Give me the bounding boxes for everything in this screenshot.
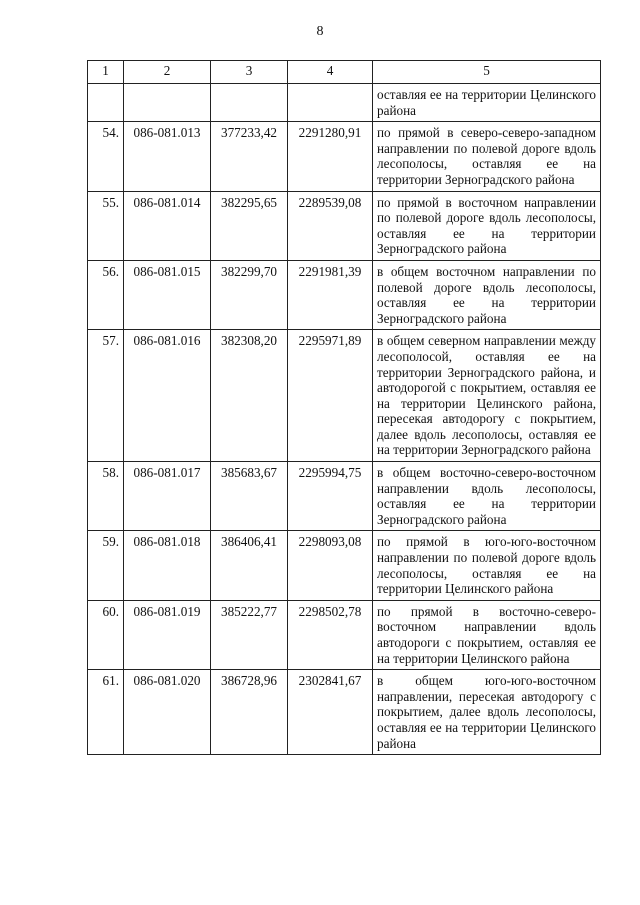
cell-code	[124, 84, 211, 122]
cell-x: 386406,41	[211, 531, 288, 600]
cell-y: 2298502,78	[288, 600, 373, 669]
cell-y: 2298093,08	[288, 531, 373, 600]
cell-x	[211, 84, 288, 122]
table-row	[88, 600, 601, 669]
cell-description: оставляя ее на территории Целинского района	[373, 84, 601, 122]
cell-description: по прямой в восточном направлении по полевой дороге вдоль лесополосы, оставляя ее на территории Зерноградского района	[373, 191, 601, 260]
cell-x: 385683,67	[211, 462, 288, 531]
cell-description: по прямой в восточно-северо-восточном направлении вдоль автодороги с покрытием, оставляя ее на территории Целинского района	[373, 600, 601, 669]
cell-num: 55.	[88, 191, 124, 260]
page-number: 8	[316, 24, 324, 39]
continuation-row	[88, 84, 601, 122]
table-row	[88, 531, 601, 600]
cell-num: 58.	[88, 462, 124, 531]
cell-description: по прямой в северо-северо-западном направлении по полевой дороге вдоль лесополосы, оставляя ее на территории Зерноградского района	[373, 122, 601, 191]
header-col-4: 4	[288, 61, 373, 84]
cell-code: 086-081.017	[124, 462, 211, 531]
cell-description: в общем северном направлении между лесополосой, оставляя ее на территории Зерноградского района, и автодорогой с покрытием, оставляя ее на территории Целинского района, пересекая автодорогу с покрытием, далее вдоль лесополосы, оставляя ее на территории Зерноградского района	[373, 330, 601, 462]
cell-code: 086-081.018	[124, 531, 211, 600]
table-header	[88, 61, 601, 84]
cell-x: 385222,77	[211, 600, 288, 669]
header-row	[88, 61, 601, 84]
cell-num: 61.	[88, 670, 124, 755]
cell-x: 386728,96	[211, 670, 288, 755]
table-row	[88, 330, 601, 462]
cell-description: по прямой в юго-юго-восточном направлении по полевой дороге вдоль лесополосы, оставляя ее на территории Целинского района	[373, 531, 601, 600]
cell-y: 2302841,67	[288, 670, 373, 755]
cell-y: 2291280,91	[288, 122, 373, 191]
table-row	[88, 462, 601, 531]
cell-description: в общем восточном направлении по полевой дороге вдоль лесополосы, оставляя ее на территории Зерноградского района	[373, 260, 601, 329]
cell-code: 086-081.013	[124, 122, 211, 191]
cell-code: 086-081.014	[124, 191, 211, 260]
table-body	[88, 84, 601, 755]
header-col-1: 1	[88, 61, 124, 84]
cell-num: 57.	[88, 330, 124, 462]
header-col-3: 3	[211, 61, 288, 84]
cell-x: 382295,65	[211, 191, 288, 260]
cell-y: 2295971,89	[288, 330, 373, 462]
table-row	[88, 191, 601, 260]
cell-x: 382299,70	[211, 260, 288, 329]
header-col-5: 5	[373, 61, 601, 84]
table-row	[88, 670, 601, 755]
cell-num: 56.	[88, 260, 124, 329]
cell-y: 2295994,75	[288, 462, 373, 531]
header-col-2: 2	[124, 61, 211, 84]
cell-num: 60.	[88, 600, 124, 669]
cell-code: 086-081.016	[124, 330, 211, 462]
cell-code: 086-081.015	[124, 260, 211, 329]
cell-num: 59.	[88, 531, 124, 600]
table-row	[88, 122, 601, 191]
cell-num: 54.	[88, 122, 124, 191]
cell-y: 2289539,08	[288, 191, 373, 260]
table-row	[88, 260, 601, 329]
cell-description: в общем восточно-северо-восточном направлении вдоль лесополосы, оставляя ее на территории Зерноградского района	[373, 462, 601, 531]
boundary-points-table	[87, 60, 601, 755]
cell-description: в общем юго-юго-восточном направлении, пересекая автодорогу с покрытием, далее вдоль лесополосы, оставляя ее на территории Целинского района	[373, 670, 601, 755]
cell-code: 086-081.020	[124, 670, 211, 755]
cell-x: 382308,20	[211, 330, 288, 462]
cell-num	[88, 84, 124, 122]
cell-y: 2291981,39	[288, 260, 373, 329]
cell-y	[288, 84, 373, 122]
cell-x: 377233,42	[211, 122, 288, 191]
cell-code: 086-081.019	[124, 600, 211, 669]
